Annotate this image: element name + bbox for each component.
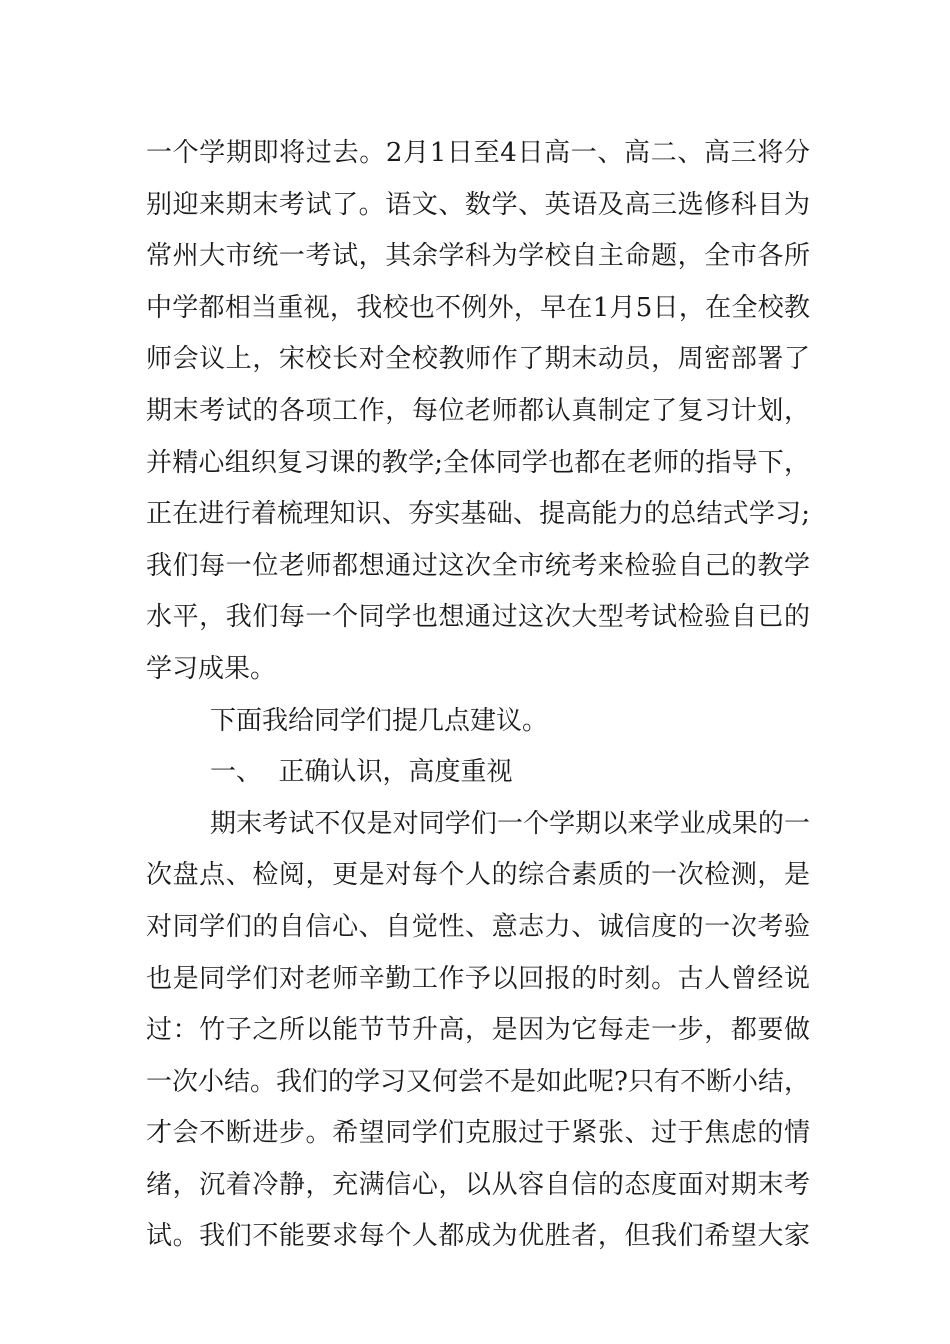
paragraph-3 (146, 799, 810, 1263)
text-line: 常州大市统一考试，其余学科为学校自主命题，全市各所 (146, 241, 810, 272)
text-line: 我们每一位老师都想通过这次全市统考来检验自己的教学 (146, 550, 810, 581)
text-line: 对同学们的自信心、自觉性、意志力、诚信度的一次考验 (146, 911, 810, 942)
text-line: 才会不断进步。希望同学们克服过于紧张、过于焦虑的情 (146, 1118, 810, 1149)
text-line: 一个学期即将过去。2月1日至4日高一、高二、高三将分 (146, 138, 810, 168)
section-heading-1: 一、 正确认识，高度重视 (210, 757, 513, 788)
paragraph-2: 下面我给同学们提几点建议。 (210, 705, 549, 736)
text-line: 试。我们不能要求每个人都成为优胜者，但我们希望大家 (146, 1221, 810, 1252)
text-line: 师会议上，宋校长对全校教师作了期末动员，周密部署了 (146, 344, 810, 375)
text-line: 一次小结。我们的学习又何尝不是如此呢?只有不断小结， (146, 1066, 810, 1097)
text-line: 绪，沉着冷静，充满信心，以从容自信的态度面对期末考 (146, 1169, 810, 1200)
text-line: 并精心组织复习课的教学;全体同学也都在老师的指导下， (146, 447, 810, 478)
text-line: 水平，我们每一个同学也想通过这次大型考试检验自已的 (146, 602, 810, 633)
text-line: 正在进行着梳理知识、夯实基础、提高能力的总结式学习; (146, 499, 810, 530)
text-line: 过：竹子之所以能节节升高，是因为它每走一步，都要做 (146, 1015, 810, 1046)
text-line: 也是同学们对老师辛勤工作予以回报的时刻。古人曾经说 (146, 963, 810, 994)
document-body (146, 128, 810, 1263)
text-line: 期末考试的各项工作，每位老师都认真制定了复习计划， (146, 395, 810, 426)
text-line: 别迎来期末考试了。语文、数学、英语及高三选修科目为 (146, 189, 810, 220)
text-line: 学习成果。 (146, 653, 277, 684)
paragraph-1 (146, 128, 810, 696)
text-line: 中学都相当重视，我校也不例外，早在1月5日，在全校教 (146, 292, 810, 323)
text-line: 期末考试不仅是对同学们一个学期以来学业成果的一 (210, 808, 810, 839)
text-line: 次盘点、检阅，更是对每个人的综合素质的一次检测，是 (146, 860, 810, 891)
